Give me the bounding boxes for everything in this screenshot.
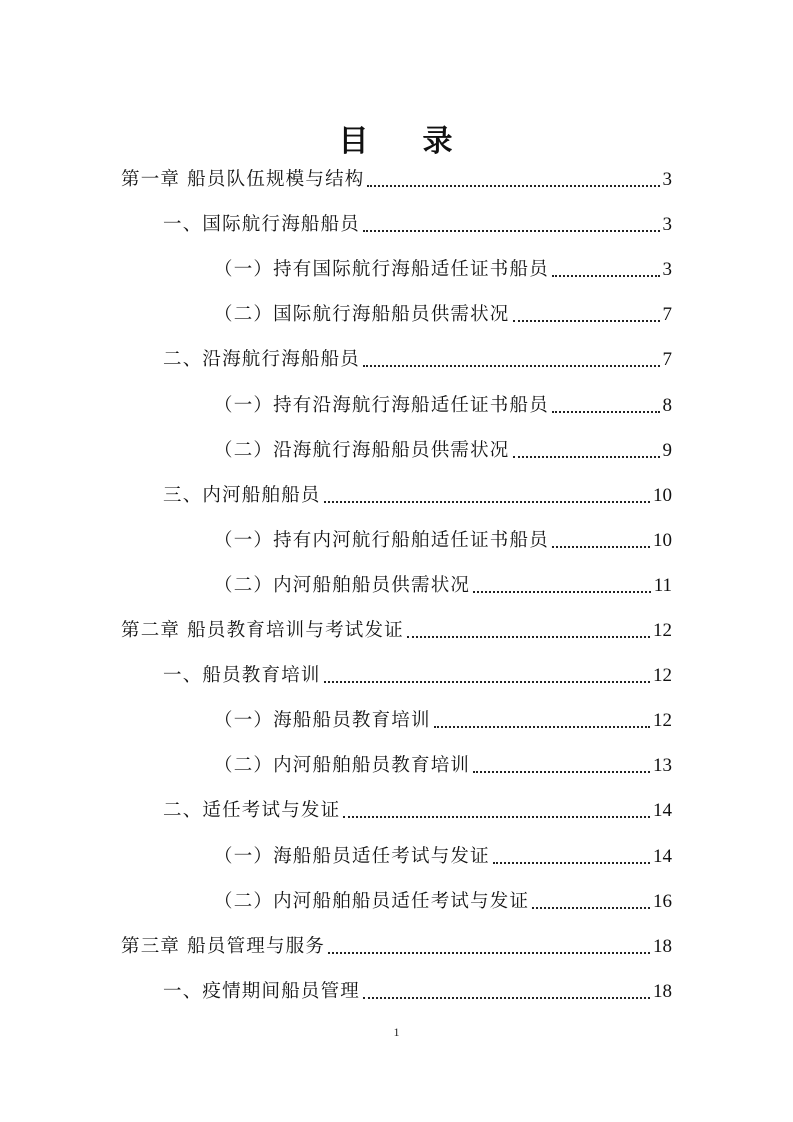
- toc-entry-page: 11: [653, 574, 672, 596]
- toc-entry-label: （二）内河船舶船员供需状况: [214, 574, 471, 596]
- toc-entry-label: 第三章 船员管理与服务: [121, 935, 326, 957]
- toc-entry[interactable]: [163, 978, 672, 1006]
- toc-dot-leader: [343, 816, 650, 818]
- toc-dot-leader: [324, 501, 650, 503]
- toc-dot-leader: [552, 411, 660, 413]
- toc-dot-leader: [363, 365, 659, 367]
- toc-entry-label: （一）海船船员适任考试与发证: [214, 845, 490, 867]
- toc-entry-label: （一）持有内河航行船舶适任证书船员: [214, 529, 549, 551]
- toc-entry[interactable]: [214, 256, 672, 284]
- toc-entry[interactable]: [214, 888, 672, 916]
- toc-dot-leader: [328, 952, 650, 954]
- toc-entry-label: 一、国际航行海船船员: [163, 214, 361, 236]
- toc-entry[interactable]: [214, 527, 672, 555]
- toc-entry-page: 10: [653, 484, 672, 506]
- toc-entry[interactable]: [121, 933, 672, 961]
- toc-entry[interactable]: [163, 797, 672, 825]
- toc-entry-label: （二）内河船舶船员适任考试与发证: [214, 890, 530, 912]
- toc-entry-page: 7: [662, 349, 672, 371]
- toc-entry[interactable]: [163, 211, 672, 239]
- toc-entry-page: 18: [653, 935, 672, 957]
- toc-entry-page: 12: [653, 665, 672, 687]
- toc-entry[interactable]: [163, 662, 672, 690]
- toc-entry[interactable]: [214, 843, 672, 871]
- title-char-2: 录: [422, 124, 455, 159]
- toc-dot-leader: [532, 907, 650, 909]
- toc-entry-label: 二、适任考试与发证: [163, 800, 341, 822]
- toc-entry[interactable]: [214, 572, 672, 600]
- toc-entry-page: 8: [662, 394, 672, 416]
- toc-dot-leader: [407, 636, 650, 638]
- toc-entry-page: 3: [662, 214, 672, 236]
- toc-entry-page: 14: [653, 800, 672, 822]
- toc-entry[interactable]: [163, 346, 672, 374]
- toc-entry[interactable]: [163, 482, 672, 510]
- toc-dot-leader: [367, 185, 659, 187]
- toc-entry-page: 3: [662, 169, 672, 190]
- toc-entry-page: 7: [662, 304, 672, 326]
- toc-entry-page: 12: [653, 620, 672, 641]
- toc-entry[interactable]: [121, 166, 672, 194]
- toc-entry-page: 18: [653, 980, 672, 1002]
- toc-dot-leader: [473, 591, 651, 593]
- toc-entry-page: 10: [653, 529, 672, 551]
- toc-entry-label: 第二章 船员教育培训与考试发证: [121, 620, 404, 641]
- toc-entry-label: （二）沿海航行海船船员供需状况: [214, 439, 510, 461]
- toc-entry[interactable]: [214, 392, 672, 420]
- toc-entry-label: （二）内河船舶船员教育培训: [214, 755, 471, 777]
- toc-entry[interactable]: [214, 301, 672, 329]
- footer-page-number: 1: [393, 1025, 400, 1039]
- toc-entry[interactable]: [121, 617, 672, 645]
- toc-dot-leader: [513, 456, 660, 458]
- toc-entry-label: 一、疫情期间船员管理: [163, 980, 361, 1002]
- toc-dot-leader: [513, 320, 660, 322]
- toc-entry[interactable]: [214, 437, 672, 465]
- toc-entry-label: 一、船员教育培训: [163, 665, 321, 687]
- toc-dot-leader: [493, 862, 650, 864]
- toc-entry-page: 12: [653, 710, 672, 732]
- title-char-1: 目: [338, 124, 371, 159]
- toc-dot-leader: [363, 230, 659, 232]
- toc-dot-leader: [324, 681, 650, 683]
- toc-entry-label: （一）持有国际航行海船适任证书船员: [214, 259, 549, 281]
- toc-entry[interactable]: [214, 752, 672, 780]
- toc-entry-page: 13: [653, 755, 672, 777]
- toc-dot-leader: [363, 997, 650, 999]
- toc-dot-leader: [434, 726, 650, 728]
- toc-entry-page: 16: [653, 890, 672, 912]
- toc-dot-leader: [473, 771, 650, 773]
- toc-entry-label: （一）海船船员教育培训: [214, 710, 431, 732]
- toc-entry-page: 9: [662, 439, 672, 461]
- toc-entry[interactable]: [214, 707, 672, 735]
- toc-dot-leader: [552, 275, 660, 277]
- toc-dot-leader: [552, 546, 650, 548]
- toc-entry-label: （一）持有沿海航行海船适任证书船员: [214, 394, 549, 416]
- toc-entry-page: 3: [662, 259, 672, 281]
- toc-entry-label: 第一章 船员队伍规模与结构: [121, 169, 365, 190]
- toc-entry-label: 三、内河船舶船员: [163, 484, 321, 506]
- toc-entry-label: （二）国际航行海船船员供需状况: [214, 304, 510, 326]
- toc-entry-label: 二、沿海航行海船船员: [163, 349, 361, 371]
- toc-entry-page: 14: [653, 845, 672, 867]
